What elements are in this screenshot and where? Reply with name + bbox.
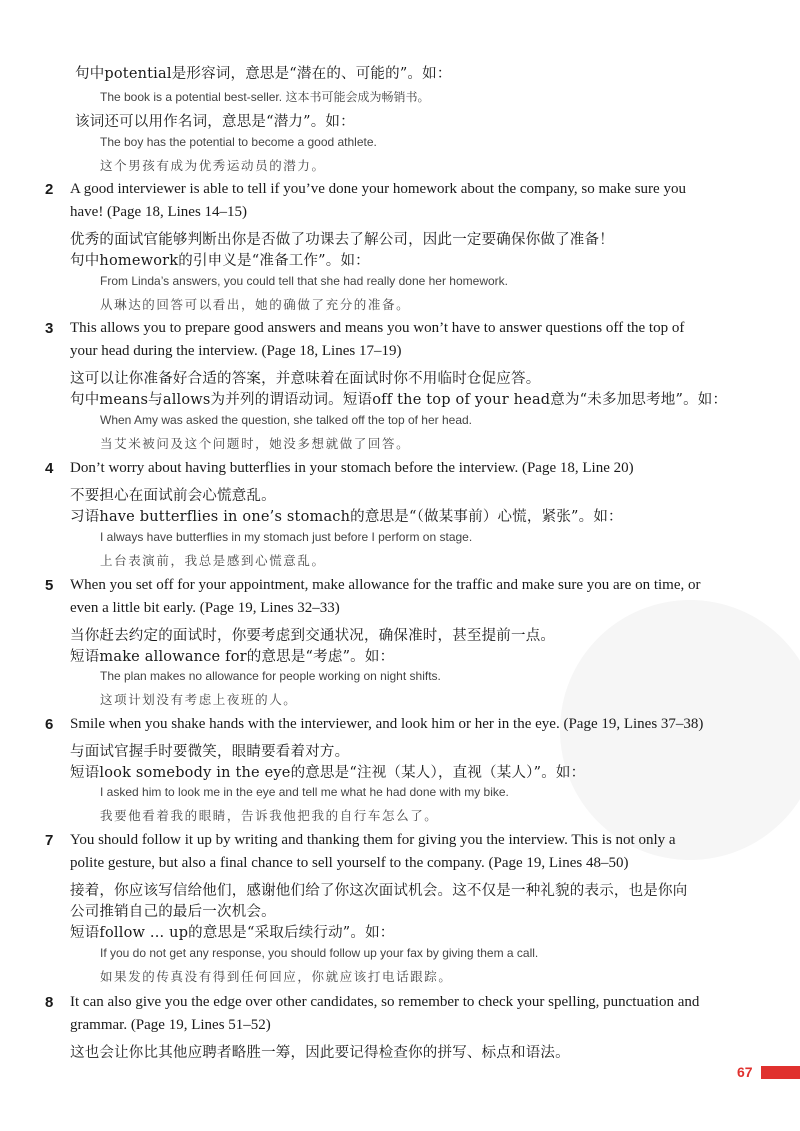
page-number: 67 (737, 1064, 753, 1080)
item-translation: 当你赶去约定的面试时，你要考虑到交通状况，确保准时，甚至提前一点。 (70, 628, 556, 644)
item-sentence-line-1: When you set off for your appointment, make allowance for the traffic and make sure you are on time, or (70, 577, 701, 593)
item-sentence-line-2: your head during the interview. (Page 18, Lines 17–19) (70, 343, 402, 359)
item-sentence-line-2: even a little bit early. (Page 19, Lines 32–33) (70, 600, 340, 616)
item-example-en: When Amy was asked the question, she talked off the top of her head. (100, 413, 473, 427)
item-sentence-line-1: A good interviewer is able to tell if you’ve done your homework about the company, so make sure you (70, 181, 686, 197)
item-example-cn: 这项计划没有考虑上夜班的人。 (100, 692, 298, 707)
item-example-en: I always have butterflies in my stomach just before I perform on stage. (100, 530, 473, 544)
item-note: 习语have butterflies in one’s stomach的意思是“（做某事前）心慌，紧张”。如： (70, 509, 623, 525)
intro-example-1: The book is a potential best-seller. 这本书可能会成为畅销书。 (100, 90, 430, 104)
item-sentence-line-2: polite gesture, but also a final chance to sell yourself to the company. (Page 19, Lines 48–50) (70, 855, 629, 871)
intro-note-1: 句中potential是形容词，意思是“潜在的、可能的”。如： (75, 66, 452, 82)
item-example-cn: 如果发的传真没有得到任何回应，你就应该打电话跟踪。 (100, 969, 453, 984)
item-translation: 优秀的面试官能够判断出你是否做了功课去了解公司，因此一定要确保你做了准备！ (70, 232, 614, 248)
item-example-en: I asked him to look me in the eye and tell me what he had done with my bike. (100, 785, 509, 799)
item-translation: 这也会让你比其他应聘者略胜一筹，因此要记得检查你的拼写、标点和语法。 (70, 1045, 570, 1061)
item-sentence-line-1: Don’t worry about having butterflies in your stomach before the interview. (Page 18, Line 20) (70, 460, 634, 476)
item-sentence-line-2: have! (Page 18, Lines 14–15) (70, 204, 248, 220)
item-sentence-line-2: grammar. (Page 19, Lines 51–52) (70, 1017, 271, 1033)
item-number: 6 (45, 716, 54, 733)
item-translation: 与面试官握手时要微笑，眼睛要看着对方。 (70, 744, 350, 760)
item-note: 短语make allowance for的意思是“考虑”。如： (70, 649, 395, 665)
item-example-en: From Linda’s answers, you could tell that she had really done her homework. (100, 274, 508, 288)
item-number: 4 (45, 460, 54, 477)
item-sentence-line-1: You should follow it up by writing and thanking them for giving you the interview. This is not only a (70, 832, 676, 848)
intro-note-2: 该词还可以用作名词，意思是“潜力”。如： (75, 114, 355, 130)
item-example-cn: 从琳达的回答可以看出，她的确做了充分的准备。 (100, 297, 411, 312)
item-sentence-line-1: This allows you to prepare good answers and means you won’t have to answer questions off the top of (70, 320, 685, 336)
item-sentence-line-1: It can also give you the edge over other candidates, so remember to check your spelling, punctuation and (70, 994, 700, 1010)
item-number: 7 (45, 832, 54, 849)
item-sentence-line-1: Smile when you shake hands with the interviewer, and look him or her in the eye. (Page 19, Lines 37–38) (70, 716, 704, 732)
item-translation: 这可以让你准备好合适的答案，并意味着在面试时你不用临时仓促应答。 (70, 371, 541, 387)
item-example-en: If you do not get any response, you should follow up your fax by giving them a call. (100, 946, 539, 960)
item-translation: 不要担心在面试前会心慌意乱。 (70, 488, 276, 504)
intro-example-2-cn: 这个男孩有成为优秀运动员的潜力。 (100, 158, 326, 173)
item-example-cn: 上台表演前，我总是感到心慌意乱。 (100, 553, 326, 568)
item-example-cn: 当艾米被问及这个问题时，她没多想就做了回答。 (100, 436, 411, 451)
item-number: 5 (45, 577, 54, 594)
item-note: 句中homework的引申义是“准备工作”。如： (70, 253, 370, 269)
item-note: 短语follow ... up的意思是“采取后续行动”。如： (70, 925, 395, 941)
item-number: 3 (45, 320, 54, 337)
item-translation-line-2: 公司推销自己的最后一次机会。 (70, 904, 276, 920)
item-note: 短语look somebody in the eye的意思是“注视（某人），直视（某人）”。如： (70, 765, 586, 781)
page-number-accent-bar (761, 1066, 800, 1079)
item-example-en: The plan makes no allowance for people working on night shifts. (100, 669, 441, 683)
item-number: 8 (45, 994, 54, 1011)
item-note: 句中means与allows为并列的谓语动词。短语off the top of your head意为“未多加思考地”。如： (70, 392, 728, 408)
item-example-cn: 我要他看着我的眼睛，告诉我他把我的自行车怎么了。 (100, 808, 439, 823)
item-translation: 接着，你应该写信给他们，感谢他们给了你这次面试机会。这不仅是一种礼貌的表示，也是你向 (70, 883, 688, 899)
intro-example-2-en: The boy has the potential to become a good athlete. (100, 135, 377, 149)
item-number: 2 (45, 181, 54, 198)
